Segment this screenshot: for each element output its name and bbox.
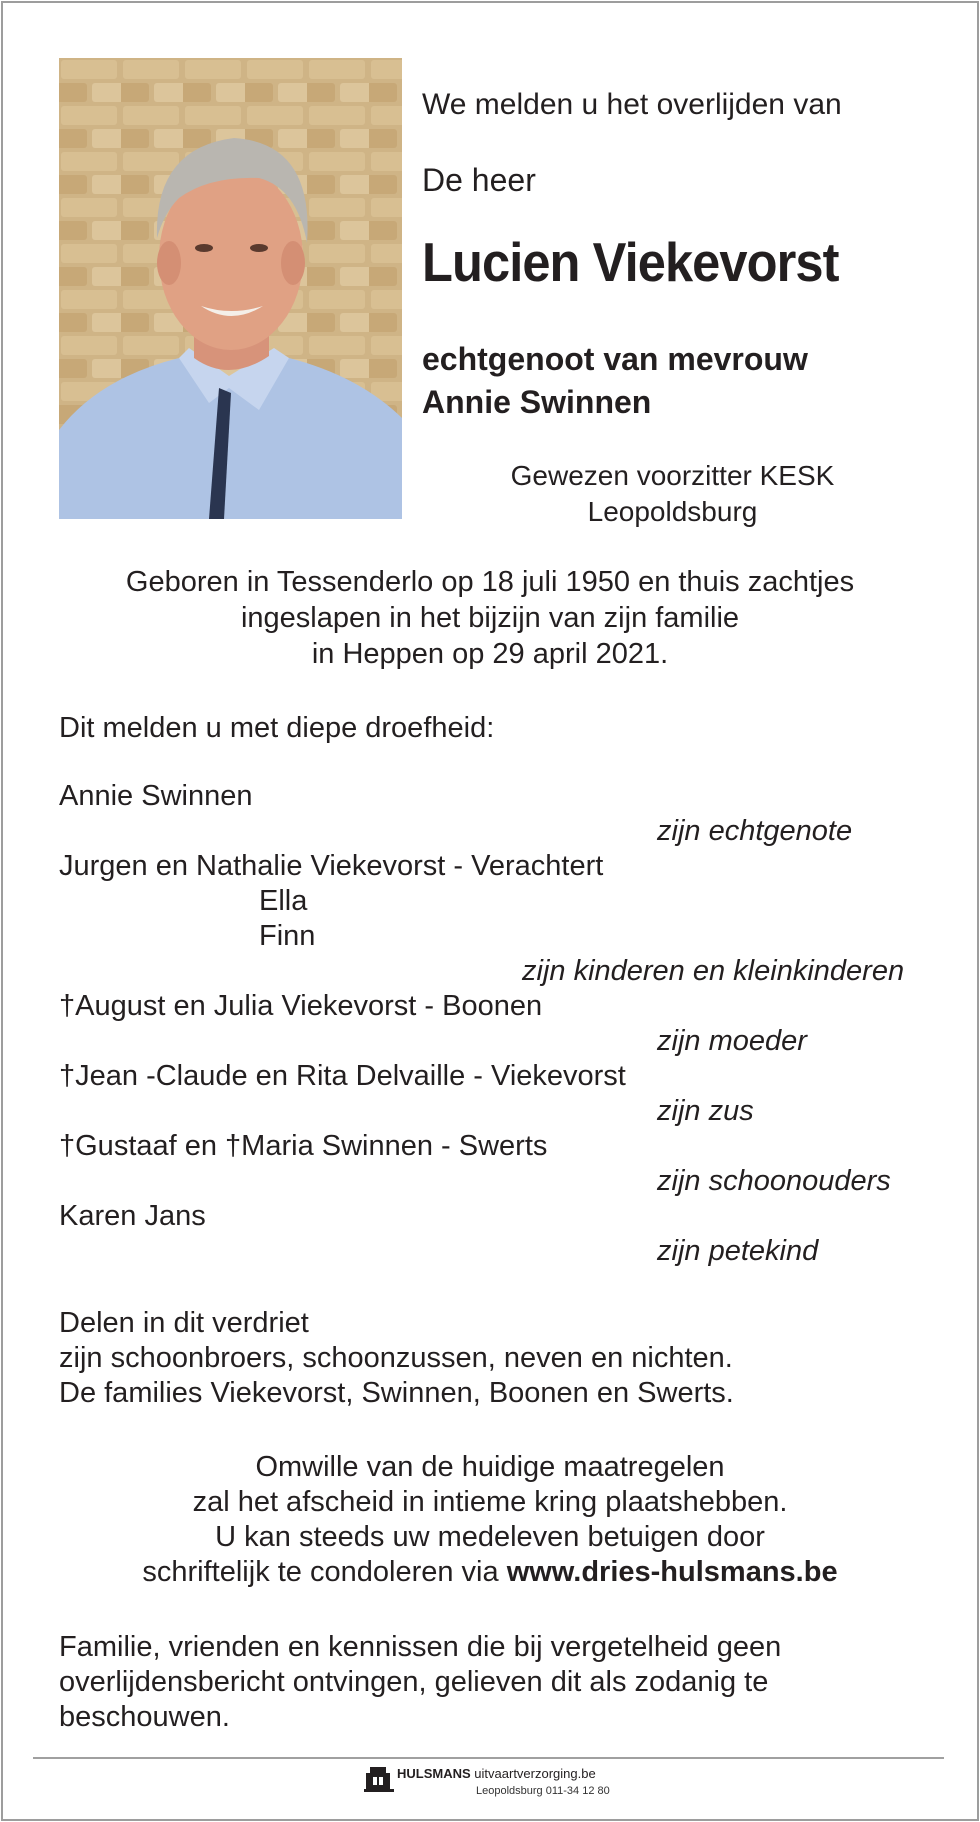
spouse-line-1: echtgenoot van mevrouw <box>422 341 808 377</box>
condolence-line-4 <box>60 1555 920 1590</box>
footer-brand-name: HULSMANS <box>397 1766 471 1781</box>
birth-line-2: ingeslapen in het bijzijn van zijn familie <box>240 602 740 634</box>
role-block <box>420 458 925 530</box>
mourner-parents-relation: zijn moeder <box>657 1025 807 1057</box>
birth-line-3: in Heppen op 29 april 2021. <box>311 638 669 670</box>
role-line-2: Leopoldsburg <box>587 496 758 527</box>
condolence-line-1: Omwille van de huidige maatregelen <box>255 1451 725 1483</box>
role-line-1: Gewezen voorzitter KESK <box>510 460 835 491</box>
condolence-block <box>60 1450 920 1590</box>
footer-divider <box>33 1757 944 1759</box>
note-block <box>59 1630 781 1735</box>
share-block <box>59 1306 734 1411</box>
note-line-3: beschouwen. <box>59 1701 230 1733</box>
mourner-sister-names: †Jean -Claude en Rita Delvaille - Viekevorst <box>59 1060 626 1092</box>
deceased-name: Lucien Viekevorst <box>422 231 839 293</box>
condolence-prefix: schriftelijk te condoleren via <box>142 1556 499 1588</box>
footer-brand <box>397 1766 596 1781</box>
condolence-line-3: U kan steeds uw medeleven betuigen door <box>215 1521 765 1553</box>
honorific: De heer <box>422 162 536 198</box>
intro-text: We melden u het overlijden van <box>422 88 842 121</box>
footer-address: Leopoldsburg 011-34 12 80 <box>476 1785 610 1797</box>
note-line-1: Familie, vrienden en kennissen die bij vergetelheid geen <box>59 1631 782 1663</box>
share-line-2: zijn schoonbroers, schoonzussen, neven en nichten. <box>59 1342 733 1374</box>
mourners-intro: Dit melden u met diepe droefheid: <box>59 712 495 744</box>
portrait-photo <box>59 58 402 519</box>
share-line-1: Delen in dit verdriet <box>59 1307 309 1339</box>
spouse-line-2: Annie Swinnen <box>422 384 652 420</box>
mourner-godchild-relation: zijn petekind <box>657 1235 819 1267</box>
website-link[interactable]: www.dries-hulsmans.be <box>506 1556 838 1588</box>
share-line-3: De families Viekevorst, Swinnen, Boonen en Swerts. <box>59 1377 734 1409</box>
mourner-inlaws-names: †Gustaaf en †Maria Swinnen - Swerts <box>59 1130 548 1162</box>
note-line-2: overlijdensbericht ontvingen, gelieven dit als zodanig te <box>59 1666 769 1698</box>
spouse-block <box>422 338 808 424</box>
birth-death-block <box>60 564 920 672</box>
mourner-grandchild-2: Finn <box>259 920 316 952</box>
condolence-line-2: zal het afscheid in intieme kring plaatshebben. <box>192 1486 788 1518</box>
mourner-inlaws-relation: zijn schoonouders <box>657 1165 891 1197</box>
mourner-children-names: Jurgen en Nathalie Viekevorst - Verachtert <box>59 850 604 882</box>
mourner-spouse-name: Annie Swinnen <box>59 780 253 812</box>
mourner-grandchild-1: Ella <box>259 885 308 917</box>
mourner-sister-relation: zijn zus <box>657 1095 754 1127</box>
hulsmans-logo-icon <box>364 1763 396 1793</box>
mourner-spouse-relation: zijn echtgenote <box>657 815 853 847</box>
mourner-children-relation: zijn kinderen en kleinkinderen <box>522 955 905 987</box>
birth-line-1: Geboren in Tessenderlo op 18 juli 1950 en thuis zachtjes <box>125 566 855 598</box>
footer-site[interactable]: uitvaartverzorging.be <box>474 1766 596 1781</box>
mourner-parents-names: †August en Julia Viekevorst - Boonen <box>59 990 543 1022</box>
mourner-godchild-name: Karen Jans <box>59 1200 206 1232</box>
